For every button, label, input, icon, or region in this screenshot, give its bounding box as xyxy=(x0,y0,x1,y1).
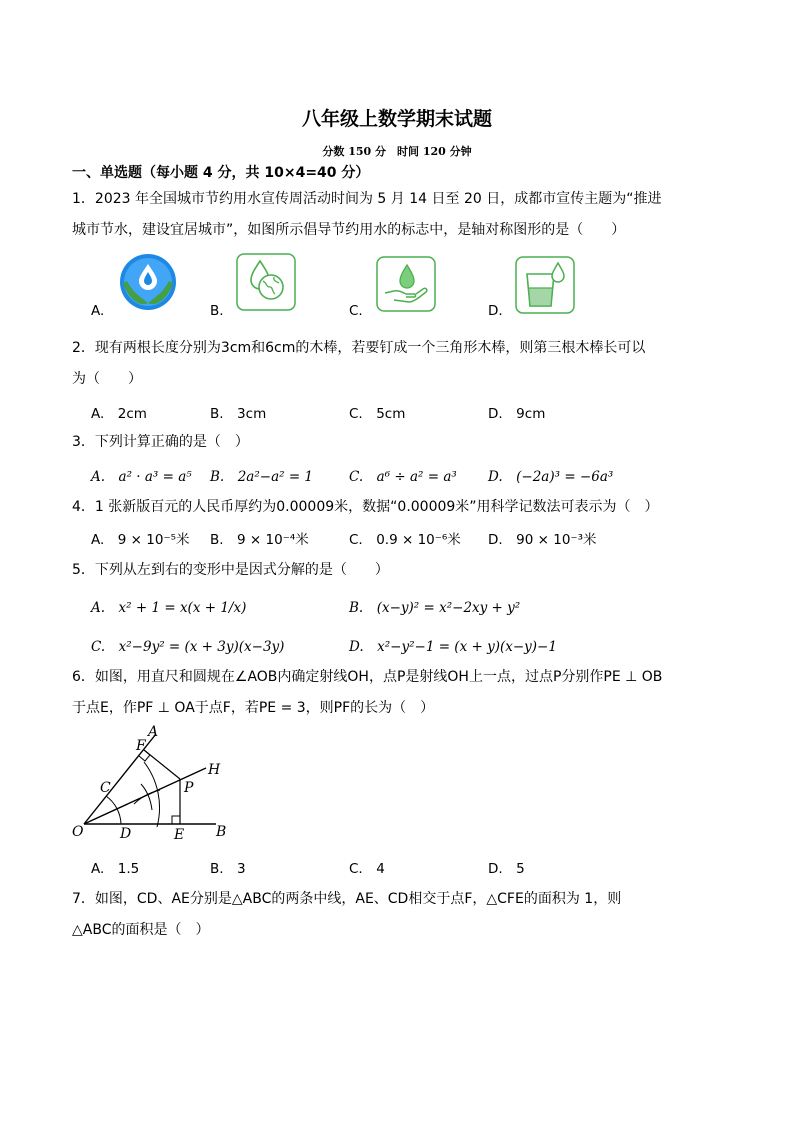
label-f: F xyxy=(136,738,146,754)
q4-option-b[interactable]: B. 9 × 10⁻⁴米 xyxy=(210,532,309,548)
q5-option-b[interactable]: B. (x−y)² = x²−2xy + y² xyxy=(349,600,521,616)
label-c: C xyxy=(100,780,111,796)
label-h: H xyxy=(208,762,221,778)
q6-option-c[interactable]: C. 4 xyxy=(349,861,385,877)
section-heading: 一、单选题（每小题 4 分，共 10×4=40 分） xyxy=(72,165,370,181)
q3-option-b[interactable]: B. 2a²−a² = 1 xyxy=(210,469,314,485)
q3-option-c[interactable]: C. a⁶ ÷ a² = a³ xyxy=(349,469,457,485)
q5-option-c[interactable]: C. x²−9y² = (x + 3y)(x−3y) xyxy=(91,639,285,655)
label-a: A xyxy=(148,724,159,740)
q2-option-d[interactable]: D. 9cm xyxy=(488,406,546,422)
q6-option-a[interactable]: A. 1.5 xyxy=(91,861,140,877)
q3-text: 3．下列计算正确的是（ ） xyxy=(72,434,249,450)
q6-text-line2: 于点E，作PF ⊥ OA于点F，若PE = 3，则PF的长为（ ） xyxy=(72,700,435,716)
label-e: E xyxy=(174,827,185,843)
label-d: D xyxy=(120,826,132,842)
q1-option-d[interactable]: D. xyxy=(488,303,503,319)
label-b: B xyxy=(216,824,227,840)
q6-option-d[interactable]: D. 5 xyxy=(488,861,525,877)
q1-option-c[interactable]: C. xyxy=(349,303,363,319)
page-subtitle: 分数 150 分 时间 120 分钟 xyxy=(322,145,472,158)
q5-text: 5．下列从左到右的变形中是因式分解的是（ ） xyxy=(72,562,389,578)
q2-text-line1: 2．现有两根长度分别为3cm和6cm的木棒，若要钉成一个三角形木棒，则第三根木棒长可以 xyxy=(72,340,646,356)
q2-option-c[interactable]: C. 5cm xyxy=(349,406,406,422)
q2-option-b[interactable]: B. 3cm xyxy=(210,406,267,422)
q4-option-d[interactable]: D. 90 × 10⁻³米 xyxy=(488,532,597,548)
q6-geometry-figure xyxy=(68,722,238,846)
q3-option-a[interactable]: A. a² · a³ = a⁵ xyxy=(91,469,192,485)
q4-text: 4．1 张新版百元的人民币厚约为0.00009米，数据“0.00009米”用科学记数法可表示为（ ） xyxy=(72,499,659,515)
q6-option-b[interactable]: B. 3 xyxy=(210,861,246,877)
water-drop-hand-icon xyxy=(376,256,436,312)
q5-option-a[interactable]: A. x² + 1 = x(x + 1/x) xyxy=(91,600,247,616)
water-drop-glass-icon xyxy=(515,256,575,314)
label-p: P xyxy=(184,780,194,796)
q6-text-line1: 6．如图，用直尺和圆规在∠AOB内确定射线OH，点P是射线OH上一点，过点P分别作PE ⊥ OB xyxy=(72,669,663,685)
q5-option-d[interactable]: D. x²−y²−1 = (x + y)(x−y)−1 xyxy=(349,639,557,655)
water-drop-earth-icon xyxy=(236,253,296,311)
q2-option-a[interactable]: A. 2cm xyxy=(91,406,147,422)
label-o: O xyxy=(72,824,84,840)
q7-text-line1: 7．如图，CD、AE分别是△ABC的两条中线，AE、CD相交于点F，△CFE的面积为 1，则 xyxy=(72,891,622,907)
q2-text-line2: 为（ ） xyxy=(72,371,142,387)
q7-text-line2: △ABC的面积是（ ） xyxy=(72,922,210,938)
q3-option-d[interactable]: D. (−2a)³ = −6a³ xyxy=(488,469,614,485)
q4-option-a[interactable]: A. 9 × 10⁻⁵米 xyxy=(91,532,190,548)
q1-text-line1: 1．2023 年全国城市节约用水宣传周活动时间为 5 月 14 日至 20 日，成都市宣传主题为“推进 xyxy=(72,191,662,207)
water-drop-hands-logo-icon xyxy=(119,253,177,311)
page-title: 八年级上数学期末试题 xyxy=(301,108,492,130)
q4-option-c[interactable]: C. 0.9 × 10⁻⁶米 xyxy=(349,532,461,548)
q1-option-b[interactable]: B. xyxy=(210,303,224,319)
q1-option-a[interactable]: A. xyxy=(91,303,105,319)
q1-text-line2: 城市节水，建设宜居城市”，如图所示倡导节约用水的标志中，是轴对称图形的是（ ） xyxy=(72,222,626,238)
